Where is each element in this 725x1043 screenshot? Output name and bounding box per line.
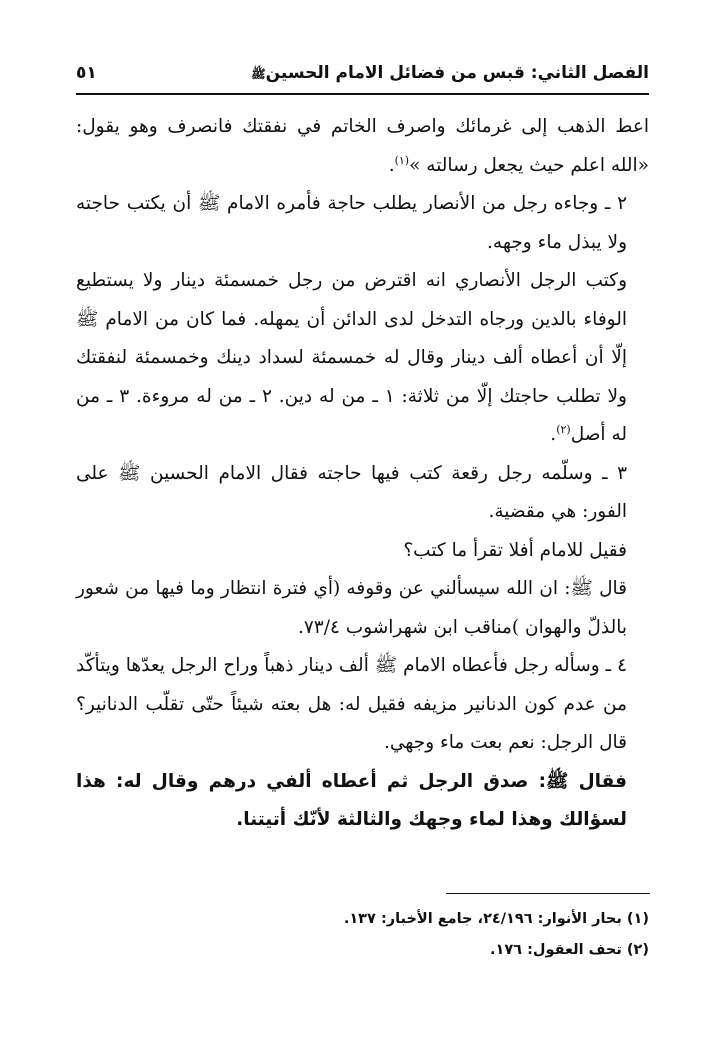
footnote-marker: (١) (394, 153, 410, 167)
paragraph: فقال ﷺ: صدق الرجل ثم أعطاه ألفي درهم وقال له: هذا لسؤالك وهذا لماء وجهك والثالثة لأنّك أتيتنا. (76, 770, 627, 830)
header-divider (76, 93, 649, 95)
footnote: (١) بحار الأنوار: ٢٤/١٩٦، جامع الأخبار: ١٣٧. (343, 911, 649, 927)
footnotes (76, 904, 649, 966)
honorific-glyph: ﷺ (251, 66, 266, 81)
footnote-marker: (٢) (556, 422, 571, 436)
page-number: ٥١ (76, 63, 97, 83)
paragraph: ٤ ـ وسأله رجل فأعطاه الامام ﷺ ألف دينار ذهباً وراح الرجل يعدّها ويتأكّد من عدم كون الدنانير مزيفه فقيل له: هل بعته شيئاً حتّى تقلّب الدنانير؟ قال الرجل: نعم بعت ماء وجهي. (76, 655, 627, 753)
running-header (76, 56, 649, 90)
paragraph: ٢ ـ وجاءه رجل من الأنصار يطلب حاجة فأمره الامام ﷺ أن يكتب حاجته ولا يبذل ماء وجهه. (76, 193, 627, 253)
paragraph: ٣ ـ وسلّمه رجل رقعة كتب فيها حاجته فقال الامام الحسين ﷺ على الفور: هي مقضية. (76, 462, 627, 522)
main-text (76, 108, 649, 840)
paragraph: فقيل للامام أفلا تقرأ ما كتب؟ (403, 539, 627, 561)
paragraph: وكتب الرجل الأنصاري انه اقترض من رجل خمسمئة دينار ولا يستطيع الوفاء بالدين ورجاه التدخل لدى الدائن أن يمهله. فما كان من الامام ﷺ إلّا أن أعطاه ألف دينار وقال له خمسمئة لسداد دينك وخمسمئة لنفقتك ولا تطلب حاجتك إلّا من ثلاثة: ١ ـ من له دين. ٢ ـ من له مروءة. ٣ ـ من له أصل$^{(٢)}$. (76, 270, 627, 445)
paragraph: اعط الذهب إلى غرمائك واصرف الخاتم في نفقتك فانصرف وهو يقول: «الله اعلم حيث يجعل رسالته »$^{(١)}$. (76, 116, 649, 176)
footnote-divider (446, 893, 650, 894)
paragraph: قال ﷺ: ان الله سيسألني عن وقوفه (أي فترة انتظار وما فيها من شعور بالذلّ والهوان )مناقب ابن شهراشوب ٧٣/٤. (76, 578, 627, 638)
footnote: (٢) تحف العقول: ١٧٦. (489, 942, 649, 958)
chapter-title: الفصل الثاني: قبس من فضائل الامام الحسينﷺ (251, 62, 649, 83)
